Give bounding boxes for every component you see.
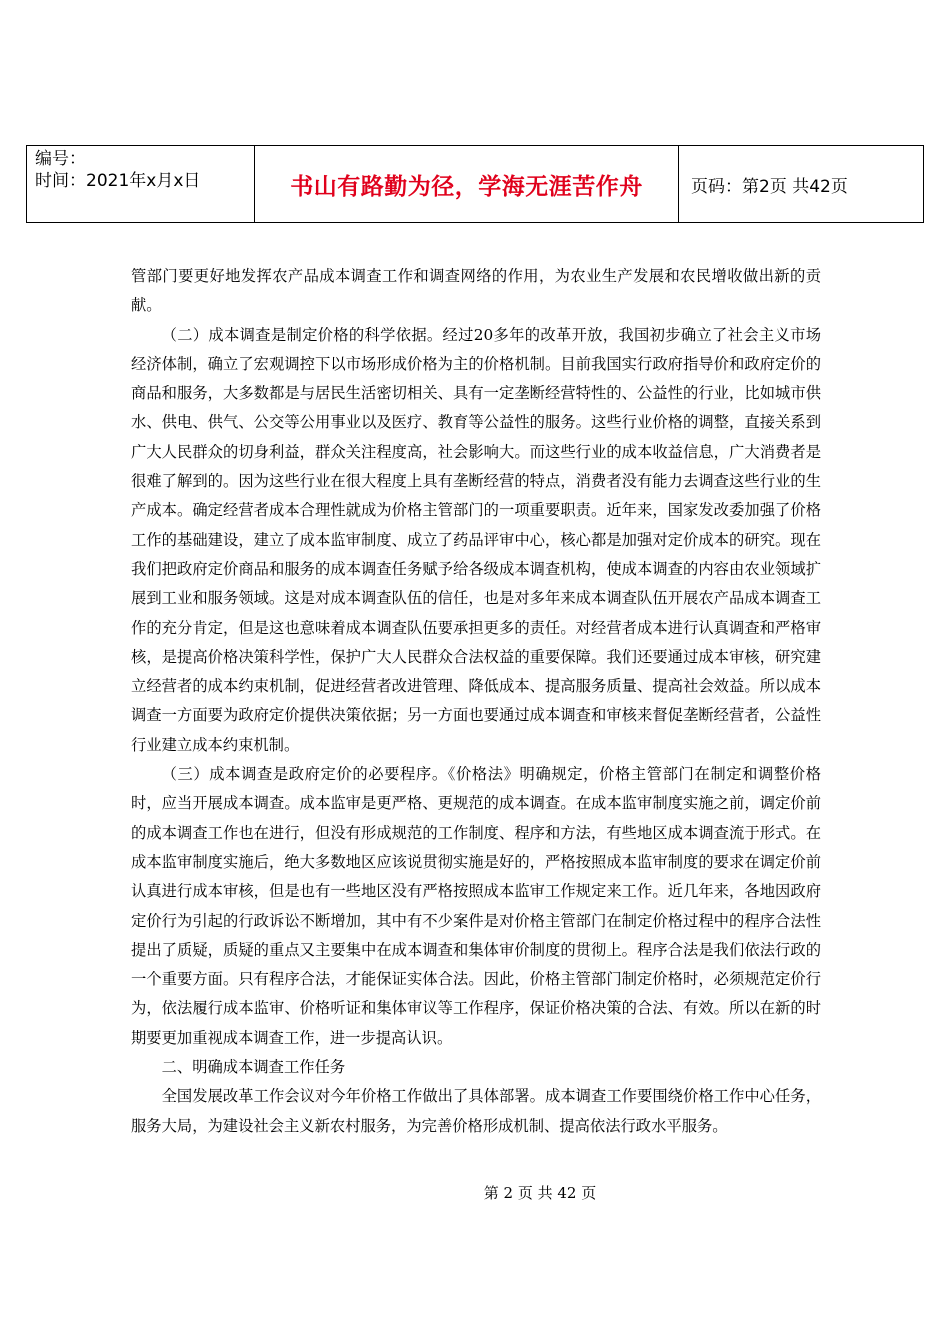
paragraph: 全国发展改革工作会议对今年价格工作做出了具体部署。成本调查工作要围绕价格工作中心任务，服务大局，为建设社会主义新农村服务，为完善价格形成机制、提高依法行政水平服务。 [131, 1087, 821, 1135]
page-footer [0, 1182, 950, 1203]
time-label: 时间：2021年x月x日 [35, 171, 201, 191]
header-left-cell [27, 146, 255, 222]
footer-page-number: 第 2 页 共 42 页 [483, 1184, 597, 1202]
header-motto-cell [255, 146, 679, 222]
paragraph-continuation: 管部门要更好地发挥农产品成本调查工作和调查网络的作用，为农业生产发展和农民增收做出新的贡献。 [131, 267, 821, 315]
header-page-cell [679, 146, 923, 222]
document-body [131, 262, 821, 1141]
section-heading: 二、明确成本调查工作任务 [161, 1058, 346, 1077]
paragraph: （三）成本调查是政府定价的必要程序。《价格法》明确规定，价格主管部门在制定和调整价格时，应当开展成本调查。成本监审是更严格、更规范的成本调查。在成本监审制度实施之前，调定价前的成本调查工作也在进行，但没有形成规范的工作制度、程序和方法，有些地区成本调查流于形式。在成本监审制度实施后，绝大多数地区应该说贯彻实施是好的，严格按照成本监审制度的要求在调定价前认真进行成本审核，但是也有一些地区没有严格按照成本监审工作规定来工作。近几年来，各地因政府定价行为引起的行政诉讼不断增加，其中有不少案件是对价格主管部门在制定价格过程中的程序合法性提出了质疑，质疑的重点又主要集中在成本调查和集体审价制度的贯彻上。程序合法是我们依法行政的一个重要方面。只有程序合法，才能保证实体合法。因此，价格主管部门制定价格时，必须规范定价行为，依法履行成本监审、价格听证和集体审议等工作程序，保证价格决策的合法、有效。所以在新的时期要更加重视成本调查工作，进一步提高认识。 [131, 765, 821, 1047]
motto-text: 书山有路勤为径，学海无涯苦作舟 [290, 173, 643, 200]
code-label: 编号： [35, 149, 86, 169]
document-header-table [26, 145, 924, 223]
page-info: 页码：第2页 共42页 [691, 176, 848, 197]
paragraph: （二）成本调查是制定价格的科学依据。经过20多年的改革开放，我国初步确立了社会主义市场经济体制，确立了宏观调控下以市场形成价格为主的价格机制。目前我国实行政府指导价和政府定价的商品和服务，大多数都是与居民生活密切相关、具有一定垄断经营特性的、公益性的行业，比如城市供水、供电、供气、公交等公用事业以及医疗、教育等公益性的服务。这些行业价格的调整，直接关系到广大人民群众的切身利益，群众关注程度高，社会影响大。而这些行业的成本收益信息，广大消费者是很难了解到的。因为这些行业在很大程度上具有垄断经营的特点，消费者没有能力去调查这些行业的生产成本。确定经营者成本合理性就成为价格主管部门的一项重要职责。近年来，国家发改委加强了价格工作的基础建设，建立了成本监审制度、成立了药品评审中心，核心都是加强对定价成本的研究。现在我们把政府定价商品和服务的成本调查任务赋予给各级成本调查机构，使成本调查的内容由农业领域扩展到工业和服务领域。这是对成本调查队伍的信任，也是对多年来成本调查队伍开展农产品成本调查工作的充分肯定，但是这也意味着成本调查队伍要承担更多的责任。对经营者成本进行认真调查和严格审核，是提高价格决策科学性，保护广大人民群众合法权益的重要保障。我们还要通过成本审核，研究建立经营者的成本约束机制，促进经营者改进管理、降低成本、提高服务质量、提高社会效益。所以成本调查一方面要为政府定价提供决策依据；另一方面也要通过成本调查和审核来督促垄断经营者，公益性行业建立成本约束机制。 [131, 325, 821, 754]
